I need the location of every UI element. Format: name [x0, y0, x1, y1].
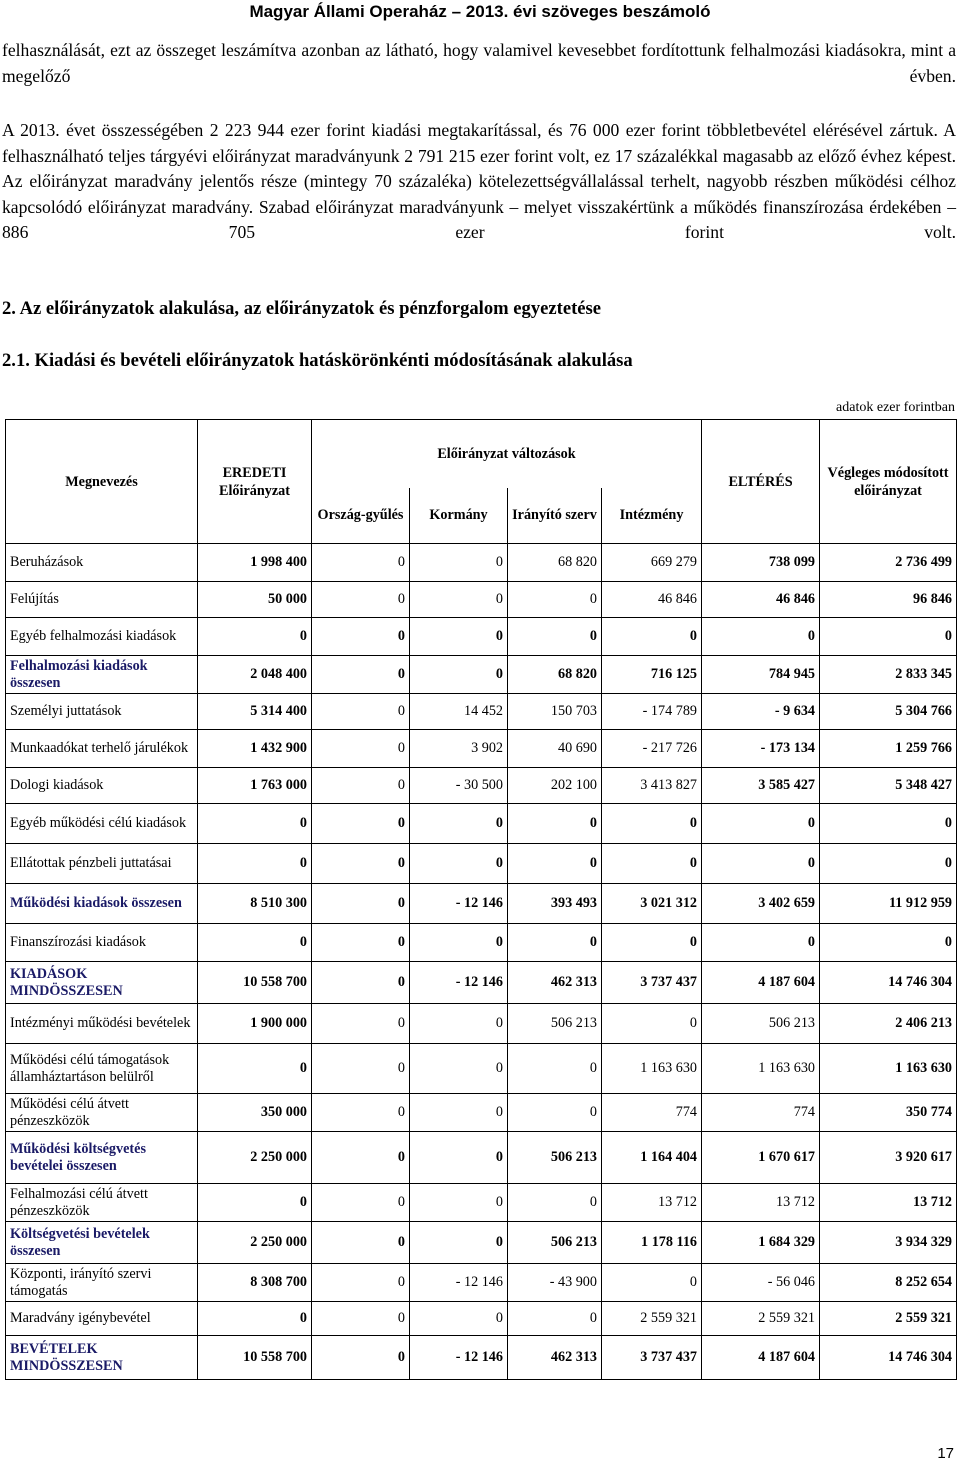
table-row	[6, 544, 957, 582]
cell-value: 14 452	[410, 694, 508, 730]
header-changes: Előirányzat változások	[312, 420, 702, 488]
cell-value: 3 920 617	[820, 1132, 957, 1184]
cell-value: 0	[508, 618, 602, 656]
cell-value: - 174 789	[602, 694, 702, 730]
cell-value: 0	[410, 1004, 508, 1044]
row-label: Beruházások	[6, 544, 198, 582]
cell-value: 8 252 654	[820, 1264, 957, 1302]
cell-value: - 43 900	[508, 1264, 602, 1302]
cell-value: 774	[702, 1094, 820, 1132]
cell-value: 4 187 604	[702, 962, 820, 1004]
cell-value: 3 737 437	[602, 962, 702, 1004]
cell-value: 0	[198, 844, 312, 884]
cell-value: 0	[198, 1302, 312, 1336]
cell-value: 202 100	[508, 768, 602, 804]
cell-value: 0	[312, 1132, 410, 1184]
header-original: EREDETI Előirányzat	[198, 420, 312, 544]
cell-value: 0	[410, 844, 508, 884]
table-row	[6, 1264, 957, 1302]
cell-value: 5 304 766	[820, 694, 957, 730]
cell-value: - 12 146	[410, 1264, 508, 1302]
cell-value: 13 712	[702, 1184, 820, 1222]
table-row	[6, 1302, 957, 1336]
cell-value: - 56 046	[702, 1264, 820, 1302]
header-name: Megnevezés	[6, 420, 198, 544]
table-row	[6, 1094, 957, 1132]
cell-value: 0	[602, 924, 702, 962]
table-row	[6, 1184, 957, 1222]
cell-value: 350 774	[820, 1094, 957, 1132]
cell-value: 1 998 400	[198, 544, 312, 582]
cell-value: 0	[508, 1094, 602, 1132]
cell-value: 0	[312, 1336, 410, 1380]
header-directing: Irányító szerv	[508, 488, 602, 544]
table-row	[6, 582, 957, 618]
row-label: Költségvetési bevételek összesen	[6, 1222, 198, 1264]
cell-value: 14 746 304	[820, 1336, 957, 1380]
cell-value: 506 213	[508, 1222, 602, 1264]
paragraph-2: A 2013. évet összességében 2 223 944 ezer forint kiadási megtakarítással, és 76 000 ezer forint többletbevétel elérésével zártuk. A felhasználható teljes tárgyévi előirányzat maradványunk 2 791 215 ezer forint volt, ez 17 százalékkal magasabb az előző évhez képest. Az előirányzat maradvány jelentős része (mintegy 70 százaléka) kötelezettségvállalással terhelt, nagyobb részben működési célhoz kapcsolódó előirányzat maradvány. Szabad előirányzat maradványunk – melyet visszakértünk a működés finanszírozása érdekében – 886 705 ezer forint volt.	[2, 120, 956, 242]
row-label: BEVÉTELEK MINDÖSSZESEN	[6, 1336, 198, 1380]
cell-value: 0	[602, 1264, 702, 1302]
cell-value: 2 559 321	[702, 1302, 820, 1336]
cell-value: 1 178 116	[602, 1222, 702, 1264]
cell-value: 0	[312, 544, 410, 582]
cell-value: - 12 146	[410, 962, 508, 1004]
cell-value: 0	[312, 884, 410, 924]
cell-value: 0	[312, 804, 410, 844]
row-label: Munkaadókat terhelő járulékok	[6, 730, 198, 768]
table-row	[6, 924, 957, 962]
cell-value: 2 833 345	[820, 656, 957, 694]
cell-value: 1 163 630	[820, 1044, 957, 1094]
cell-value: 784 945	[702, 656, 820, 694]
cell-value: 506 213	[702, 1004, 820, 1044]
row-label: Egyéb működési célú kiadások	[6, 804, 198, 844]
section-heading: 2. Az előirányzatok alakulása, az előirányzatok és pénzforgalom egyeztetése	[2, 298, 602, 319]
cell-value: 716 125	[602, 656, 702, 694]
table-body	[6, 544, 957, 1380]
row-label: Egyéb felhalmozási kiadások	[6, 618, 198, 656]
row-label: Maradvány igénybevétel	[6, 1302, 198, 1336]
cell-value: 0	[508, 582, 602, 618]
cell-value: 0	[198, 804, 312, 844]
page-number: 17	[937, 1445, 954, 1462]
cell-value: 3 021 312	[602, 884, 702, 924]
cell-value: 0	[312, 1222, 410, 1264]
cell-value: 1 163 630	[602, 1044, 702, 1094]
cell-value: 0	[410, 1094, 508, 1132]
cell-value: 8 510 300	[198, 884, 312, 924]
cell-value: 3 934 329	[820, 1222, 957, 1264]
table-row	[6, 844, 957, 884]
table-row	[6, 1336, 957, 1380]
cell-value: 0	[312, 768, 410, 804]
subsection-heading: 2.1. Kiadási és bevételi előirányzatok hatáskörönkénti módosításának alakulása	[2, 350, 633, 371]
cell-value: 46 846	[602, 582, 702, 618]
table-row	[6, 804, 957, 844]
cell-value: 0	[312, 1094, 410, 1132]
cell-value: 0	[508, 844, 602, 884]
cell-value: 2 250 000	[198, 1132, 312, 1184]
cell-value: - 12 146	[410, 884, 508, 924]
cell-value: 0	[508, 1044, 602, 1094]
cell-value: 5 348 427	[820, 768, 957, 804]
row-label: Működési költségvetés bevételei összesen	[6, 1132, 198, 1184]
cell-value: 10 558 700	[198, 1336, 312, 1380]
cell-value: 1 164 404	[602, 1132, 702, 1184]
table-row	[6, 768, 957, 804]
cell-value: 462 313	[508, 962, 602, 1004]
cell-value: 393 493	[508, 884, 602, 924]
row-label: Személyi juttatások	[6, 694, 198, 730]
cell-value: 11 912 959	[820, 884, 957, 924]
table-row	[6, 884, 957, 924]
cell-value: 0	[410, 582, 508, 618]
cell-value: 738 099	[702, 544, 820, 582]
cell-value: 3 413 827	[602, 768, 702, 804]
cell-value: 1 259 766	[820, 730, 957, 768]
cell-value: 0	[820, 924, 957, 962]
row-label: KIADÁSOK MINDÖSSZESEN	[6, 962, 198, 1004]
cell-value: 669 279	[602, 544, 702, 582]
cell-value: 0	[602, 804, 702, 844]
cell-value: 0	[410, 804, 508, 844]
cell-value: 3 585 427	[702, 768, 820, 804]
paragraph-1: felhasználását, ezt az összeget leszámítva azonban az látható, hogy valamivel kevesebbet fordítottunk felhalmozási kiadásokra, mint a megelőző évben.	[2, 40, 956, 86]
cell-value: 1 432 900	[198, 730, 312, 768]
cell-value: 0	[508, 804, 602, 844]
cell-value: 4 187 604	[702, 1336, 820, 1380]
cell-value: 0	[702, 804, 820, 844]
header-government: Kormány	[410, 488, 508, 544]
cell-value: 0	[312, 694, 410, 730]
cell-value: 14 746 304	[820, 962, 957, 1004]
cell-value: 0	[602, 1004, 702, 1044]
cell-value: 0	[410, 1184, 508, 1222]
cell-value: 96 846	[820, 582, 957, 618]
cell-value: 0	[410, 544, 508, 582]
table-row	[6, 1044, 957, 1094]
header-difference: ELTÉRÉS	[702, 420, 820, 544]
cell-value: 2 559 321	[602, 1302, 702, 1336]
row-label: Felhalmozási célú átvett pénzeszközök	[6, 1184, 198, 1222]
cell-value: 0	[410, 1222, 508, 1264]
cell-value: 0	[702, 924, 820, 962]
cell-value: 774	[602, 1094, 702, 1132]
cell-value: 3 402 659	[702, 884, 820, 924]
cell-value: 0	[312, 844, 410, 884]
cell-value: 0	[312, 962, 410, 1004]
cell-value: 1 763 000	[198, 768, 312, 804]
cell-value: 350 000	[198, 1094, 312, 1132]
cell-value: 1 163 630	[702, 1044, 820, 1094]
cell-value: 0	[312, 656, 410, 694]
header-final: Végleges módosított előirányzat	[820, 420, 957, 544]
header-parliament: Ország-gyűlés	[312, 488, 410, 544]
cell-value: 68 820	[508, 656, 602, 694]
cell-value: 0	[410, 924, 508, 962]
cell-value: 1 900 000	[198, 1004, 312, 1044]
cell-value: 13 712	[820, 1184, 957, 1222]
cell-value: 1 684 329	[702, 1222, 820, 1264]
table-row	[6, 730, 957, 768]
cell-value: 506 213	[508, 1132, 602, 1184]
cell-value: 0	[820, 804, 957, 844]
cell-value: 68 820	[508, 544, 602, 582]
row-label: Dologi kiadások	[6, 768, 198, 804]
row-label: Intézményi működési bevételek	[6, 1004, 198, 1044]
cell-value: - 30 500	[410, 768, 508, 804]
cell-value: 2 048 400	[198, 656, 312, 694]
cell-value: 0	[198, 618, 312, 656]
cell-value: 0	[312, 924, 410, 962]
row-label: Működési kiadások összesen	[6, 884, 198, 924]
row-label: Működési célú átvett pénzeszközök	[6, 1094, 198, 1132]
cell-value: - 173 134	[702, 730, 820, 768]
cell-value: 2 559 321	[820, 1302, 957, 1336]
row-label: Felhalmozási kiadások összesen	[6, 656, 198, 694]
cell-value: 2 736 499	[820, 544, 957, 582]
cell-value: 5 314 400	[198, 694, 312, 730]
cell-value: 0	[410, 1044, 508, 1094]
cell-value: 0	[312, 1184, 410, 1222]
table-row	[6, 1132, 957, 1184]
cell-value: 0	[410, 1132, 508, 1184]
unit-note: adatok ezer forintban	[836, 400, 955, 415]
cell-value: - 12 146	[410, 1336, 508, 1380]
row-label: Felújítás	[6, 582, 198, 618]
table-row	[6, 656, 957, 694]
cell-value: 0	[410, 1302, 508, 1336]
cell-value: 0	[410, 656, 508, 694]
cell-value: 0	[198, 1184, 312, 1222]
row-label: Központi, irányító szervi támogatás	[6, 1264, 198, 1302]
cell-value: 0	[702, 844, 820, 884]
cell-value: 0	[410, 618, 508, 656]
cell-value: 10 558 700	[198, 962, 312, 1004]
cell-value: 0	[312, 618, 410, 656]
cell-value: 3 902	[410, 730, 508, 768]
cell-value: 0	[312, 582, 410, 618]
cell-value: 0	[198, 924, 312, 962]
cell-value: 3 737 437	[602, 1336, 702, 1380]
cell-value: 0	[312, 1004, 410, 1044]
cell-value: - 9 634	[702, 694, 820, 730]
cell-value: 0	[312, 1044, 410, 1094]
cell-value: - 217 726	[602, 730, 702, 768]
cell-value: 0	[508, 1184, 602, 1222]
row-label: Ellátottak pénzbeli juttatásai	[6, 844, 198, 884]
cell-value: 13 712	[602, 1184, 702, 1222]
row-label: Működési célú támogatások államháztartáson belülről	[6, 1044, 198, 1094]
cell-value: 0	[820, 618, 957, 656]
cell-value: 2 250 000	[198, 1222, 312, 1264]
cell-value: 150 703	[508, 694, 602, 730]
table-row	[6, 962, 957, 1004]
cell-value: 0	[508, 1302, 602, 1336]
cell-value: 50 000	[198, 582, 312, 618]
cell-value: 40 690	[508, 730, 602, 768]
cell-value: 0	[198, 1044, 312, 1094]
cell-value: 0	[312, 730, 410, 768]
cell-value: 0	[820, 844, 957, 884]
row-label: Finanszírozási kiadások	[6, 924, 198, 962]
cell-value: 462 313	[508, 1336, 602, 1380]
header-institution: Intézmény	[602, 488, 702, 544]
appropriations-table	[5, 419, 957, 1380]
cell-value: 1 670 617	[702, 1132, 820, 1184]
table-row	[6, 1222, 957, 1264]
cell-value: 0	[312, 1264, 410, 1302]
cell-value: 2 406 213	[820, 1004, 957, 1044]
cell-value: 8 308 700	[198, 1264, 312, 1302]
table-row	[6, 694, 957, 730]
cell-value: 0	[602, 844, 702, 884]
page-header: Magyar Állami Operaház – 2013. évi szöveges beszámoló	[249, 2, 711, 21]
cell-value: 0	[702, 618, 820, 656]
table-row	[6, 1004, 957, 1044]
cell-value: 46 846	[702, 582, 820, 618]
cell-value: 0	[508, 924, 602, 962]
cell-value: 0	[312, 1302, 410, 1336]
table-row	[6, 618, 957, 656]
cell-value: 506 213	[508, 1004, 602, 1044]
cell-value: 0	[602, 618, 702, 656]
